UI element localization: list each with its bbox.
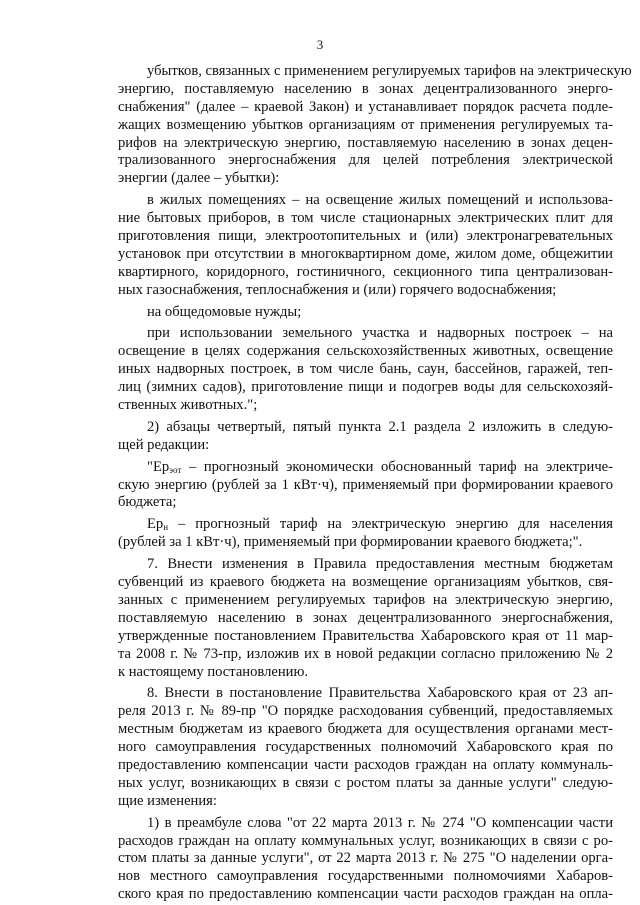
text-line xyxy=(118,459,613,477)
text-line: к настоящему постановлению. xyxy=(118,663,309,680)
text-line: приготовления пищи, электроотопительных и (или) электронагревательных xyxy=(118,228,613,245)
subscript: н xyxy=(163,522,169,533)
paragraph xyxy=(118,685,613,810)
paragraph xyxy=(118,815,613,904)
text-line xyxy=(118,516,613,534)
paragraph xyxy=(118,192,613,299)
text-line: иных надворных построек, в том числе бань, саун, бассейнов, гаражей, теп- xyxy=(118,361,613,378)
text-line: реля 2013 г. № 89-пр "О порядке расходования субвенций, предоставляемых xyxy=(118,703,613,720)
text-run: Ер xyxy=(147,516,164,533)
text-line: трализованного энергоснабжения для целей потребления электрической xyxy=(118,152,613,169)
text-line: ных газоснабжения, теплоснабжения и (или) горячего водоснабжения; xyxy=(118,281,557,298)
text-line: в жилых помещениях – на освещение жилых помещений и использова- xyxy=(147,192,613,209)
text-run: – прогнозный экономически обоснованный тариф на электриче- xyxy=(181,458,613,475)
paragraph xyxy=(118,459,613,513)
text-line: снабжения" (далее – краевой Закон) и устанавливает порядок расчета подле- xyxy=(118,98,613,115)
text-line: ние бытовых приборов, в том числе стационарных электрических плит для xyxy=(118,210,613,227)
text-line: щей редакции: xyxy=(118,436,210,453)
text-line: квартирного, коридорного, гостиничного, секционного типа централизован- xyxy=(118,263,613,280)
text-line: рифов на электрическую энергию, поставляемую населению в зонах децен- xyxy=(118,134,613,151)
text-line: жащих возмещению убытков организациям от применения регулируемых та- xyxy=(118,116,613,133)
text-run: – прогнозный тариф на электрическую энергию для населения xyxy=(168,516,613,533)
text-line: утвержденные постановлением Правительства Хабаровского края от 11 мар- xyxy=(118,627,613,644)
text-line: освещение в целях содержания сельскохозяйственных животных, освещение xyxy=(118,343,613,360)
text-line: 7. Внести изменения в Правила предоставления местным бюджетам xyxy=(147,556,613,573)
text-line: нов местного самоуправления государственными полномочиями Хабаров- xyxy=(118,868,613,885)
text-line: при использовании земельного участка и надворных построек – на xyxy=(147,325,613,342)
paragraph xyxy=(118,63,632,188)
text-line: ственных животных."; xyxy=(118,397,258,414)
subscript: эот xyxy=(169,464,182,475)
text-line: занных с применением регулируемых тарифов на электрическую энергию, xyxy=(118,591,613,608)
text-line: на общедомовые нужды; xyxy=(147,303,302,320)
text-line: лиц (зимних садов), приготовление пищи и подогрев воды для сельскохозяй- xyxy=(118,379,613,396)
text-line: ных услуг, возникающих в связи с ростом платы за данные услуги" следую- xyxy=(118,774,613,791)
paragraph xyxy=(118,304,613,322)
document-body xyxy=(118,63,632,904)
text-line: ного самоуправления государственных полномочий Хабаровского края по xyxy=(118,739,613,756)
text-line: щие изменения: xyxy=(118,792,217,809)
text-line: энергии (далее – убытки): xyxy=(118,170,280,187)
paragraph xyxy=(118,325,613,414)
text-line: поставляемую населению в зонах децентрализованного энергоснабжения, xyxy=(118,609,613,626)
paragraph xyxy=(118,419,613,455)
paragraph xyxy=(118,556,613,681)
text-line: энергию, поставляемую населению в зонах децентрализованного энерго- xyxy=(118,80,613,97)
text-line: убытков, связанных с применением регулируемых тарифов на электрическую xyxy=(147,63,632,79)
text-line: ского края по предоставлению компенсации части расходов граждан на опла- xyxy=(118,886,613,903)
text-line: 2) абзацы четвертый, пятый пункта 2.1 раздела 2 изложить в следую- xyxy=(147,418,613,435)
text-line: бюджета; xyxy=(118,494,177,511)
text-line: установок при отсутствии в многоквартирном доме, жилом доме, общежитии xyxy=(118,245,613,262)
text-line: стом платы за данные услуги", от 22 марта 2013 г. № 275 "О наделении орга- xyxy=(118,850,613,867)
text-line: расходов граждан на оплату коммунальных услуг, возникающих в связи с ро- xyxy=(118,832,613,849)
text-line: скую энергию (рублей за 1 кВт·ч), применяемый при формировании краевого xyxy=(118,476,613,493)
text-line: предоставлению компенсации части расходов граждан на оплату коммуналь- xyxy=(118,756,613,773)
page-number: 3 xyxy=(316,37,324,52)
paragraph xyxy=(118,516,613,552)
text-line: 1) в преамбуле слова "от 22 марта 2013 г. № 274 "О компенсации части xyxy=(147,814,613,831)
text-line: 8. Внести в постановление Правительства Хабаровского края от 23 ап- xyxy=(147,685,613,702)
text-line: субвенций из краевого бюджета на возмещение организациям убытков, свя- xyxy=(118,574,613,591)
text-line: (рублей за 1 кВт·ч), применяемый при формировании краевого бюджета;". xyxy=(118,534,583,551)
text-run: "Ер xyxy=(147,458,170,475)
text-line: та 2008 г. № 73-пр, изложив их в новой редакции согласно приложению № 2 xyxy=(118,645,613,662)
text-line: местным бюджетам из краевого бюджета для осуществления органами мест- xyxy=(118,721,613,738)
